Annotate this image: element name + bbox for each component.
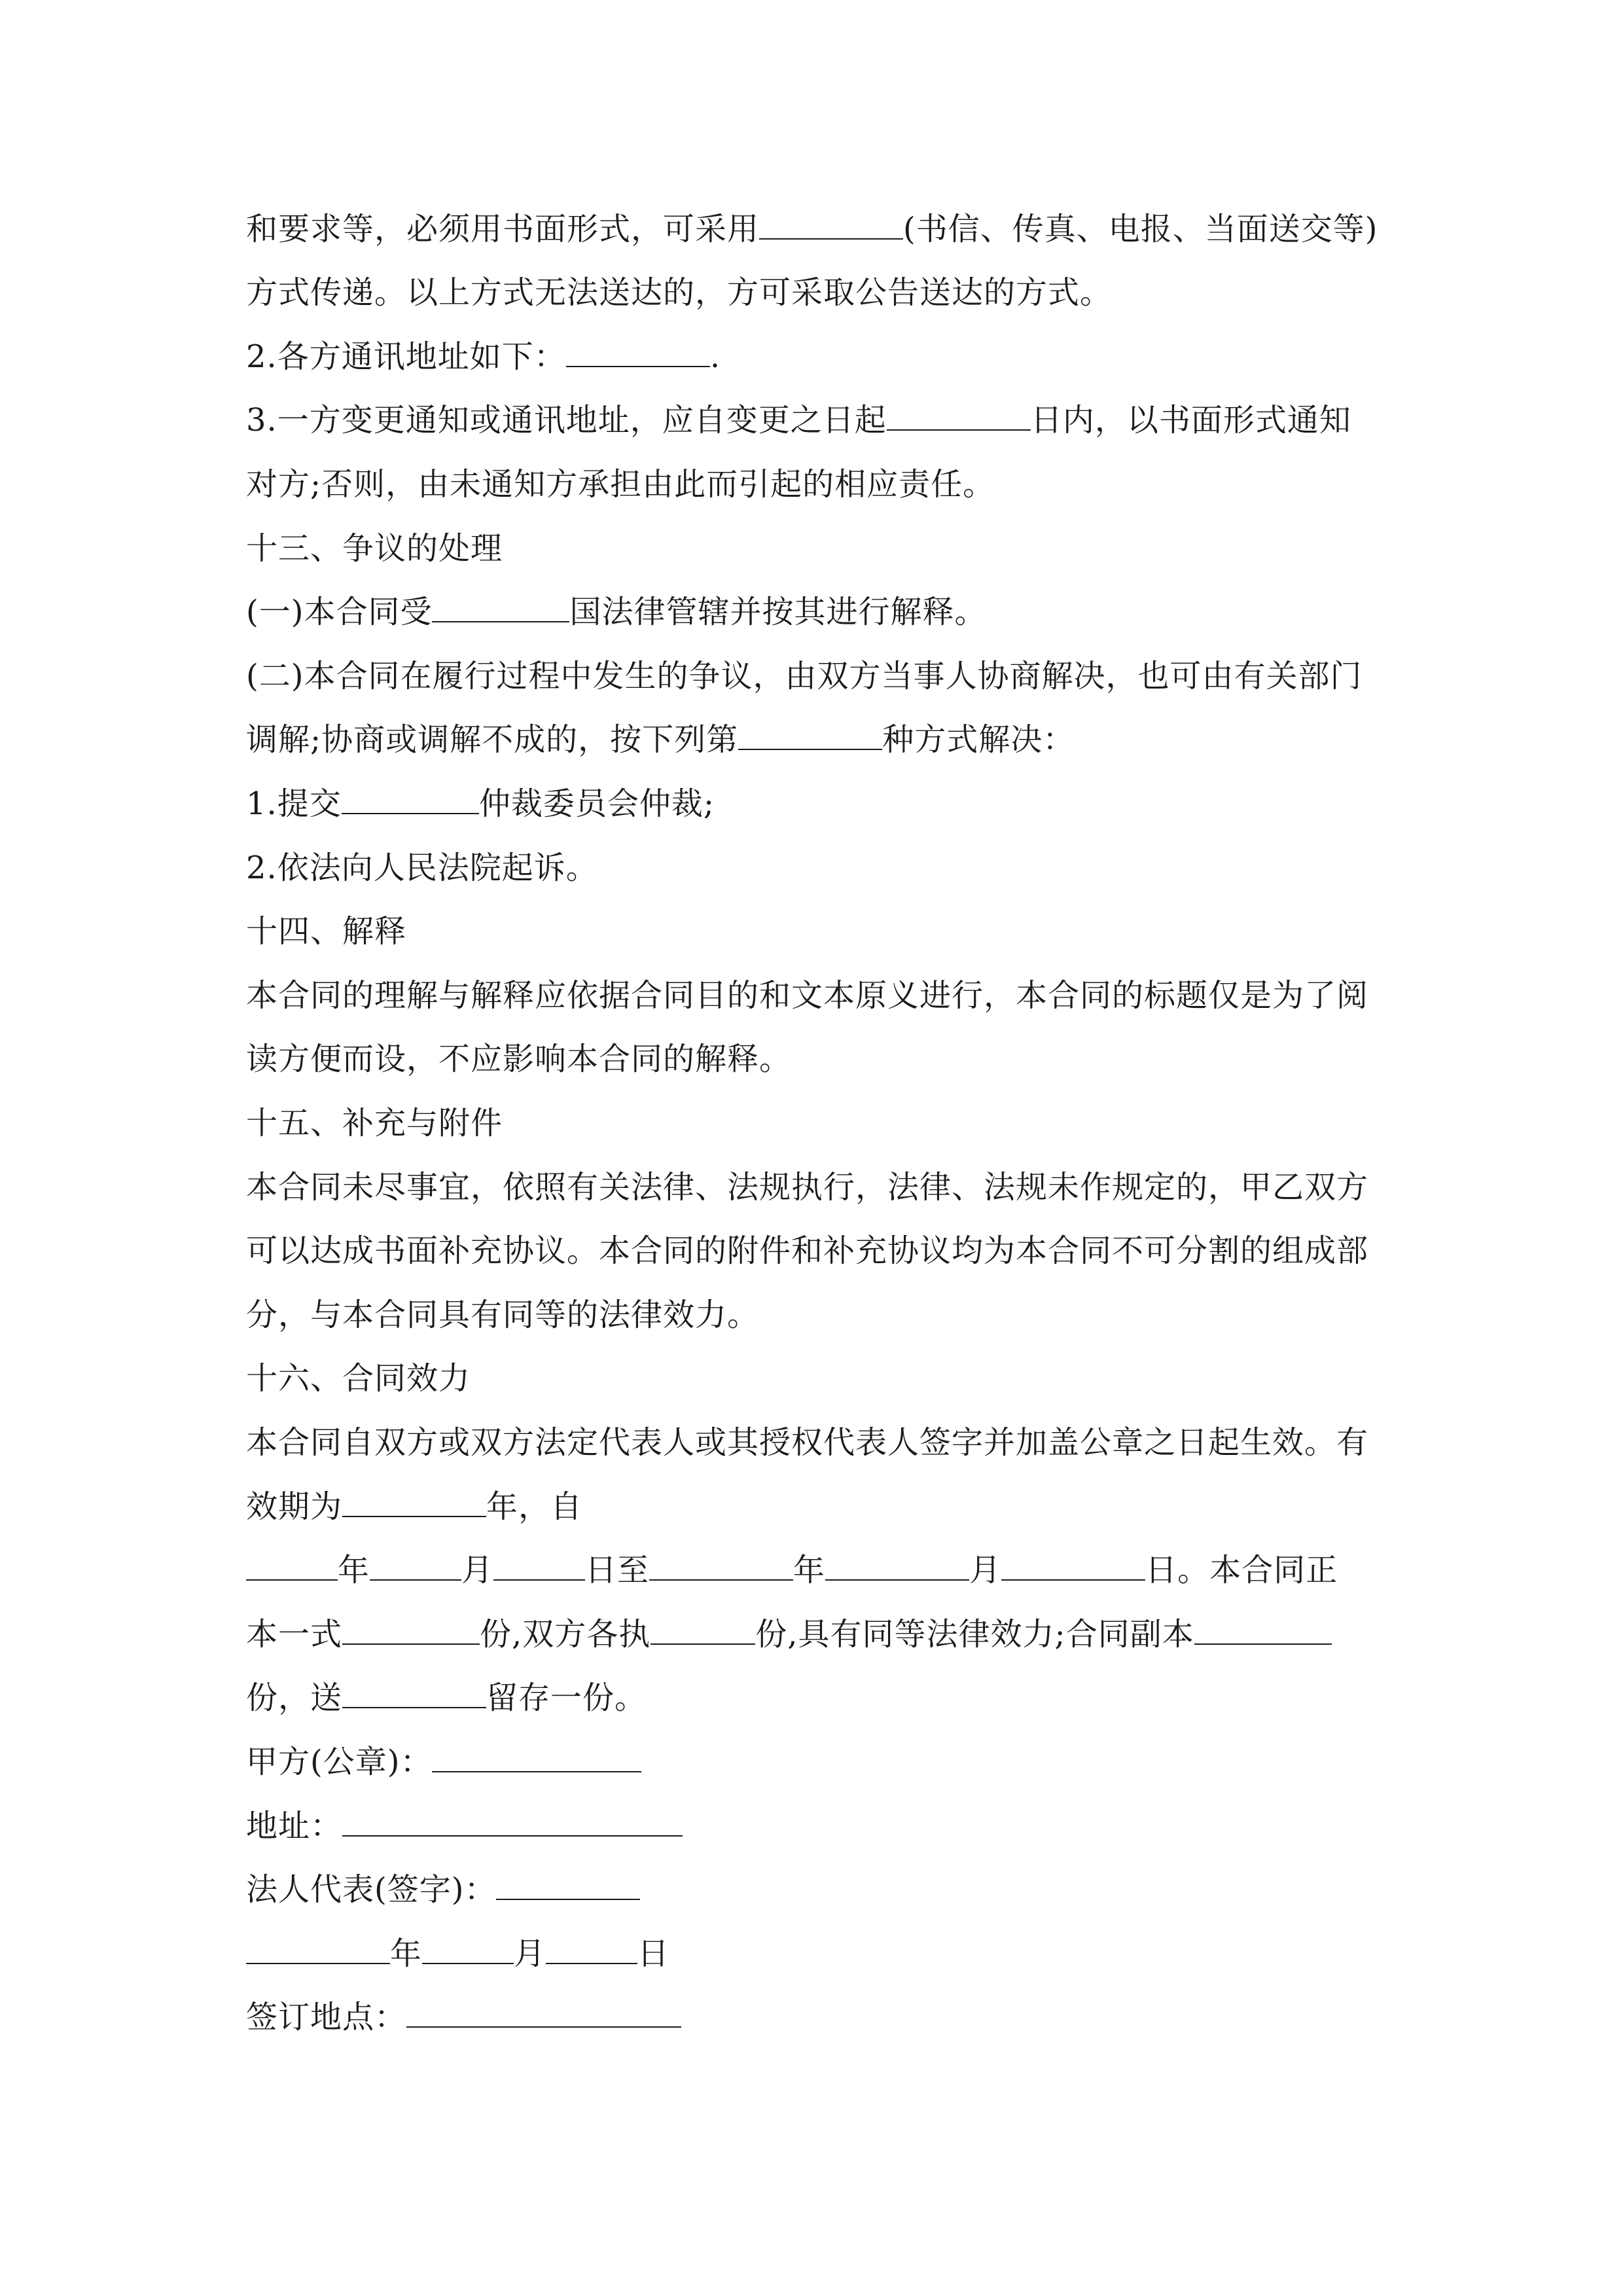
blank-field[interactable] bbox=[546, 1934, 637, 1964]
text-segment: 年 bbox=[390, 1935, 423, 1972]
text-segment: 2.各方通讯地址如下： bbox=[246, 338, 566, 375]
text-line: 对方;否则，由未通知方承担由此而引起的相应责任。 bbox=[246, 466, 995, 503]
text-segment: 月 bbox=[969, 1552, 1002, 1588]
text-segment: (书信、传真、电报、当面送交等) bbox=[903, 211, 1378, 247]
blank-field[interactable] bbox=[246, 1934, 390, 1964]
text-line bbox=[246, 784, 1378, 823]
blank-field[interactable] bbox=[1194, 1615, 1332, 1645]
text-line: 本合同自双方或双方法定代表人或其授权代表人签字并加盖公章之日起生效。有 bbox=[246, 1424, 1369, 1461]
section-heading: 十五、补充与附件 bbox=[246, 1105, 503, 1141]
signature-line bbox=[246, 1998, 1378, 2037]
text-segment: 甲方(公章)： bbox=[246, 1744, 433, 1780]
date-line bbox=[246, 1934, 1378, 1973]
text-segment: 年 bbox=[793, 1552, 826, 1588]
blank-field[interactable] bbox=[1001, 1551, 1145, 1581]
section-heading: 十三、争议的处理 bbox=[246, 530, 503, 567]
text-segment: . bbox=[709, 338, 721, 375]
text-segment: 仲裁委员会仲裁; bbox=[478, 785, 715, 822]
text-line: 方式传递。以上方式无法送达的，方可采取公告送达的方式。 bbox=[246, 274, 1113, 311]
text-segment: (一)本合同受 bbox=[246, 594, 433, 630]
text-segment: 3.一方变更通知或通讯地址，应自变更之日起 bbox=[246, 402, 887, 439]
text-line bbox=[246, 720, 1378, 759]
text-line bbox=[246, 337, 1378, 376]
text-segment: 国法律管辖并按其进行解释。 bbox=[569, 594, 987, 630]
blank-field[interactable] bbox=[432, 1742, 641, 1772]
text-segment: 日 bbox=[637, 1935, 670, 1972]
text-segment: 地址： bbox=[246, 1808, 343, 1844]
text-line bbox=[246, 401, 1378, 440]
signature-line bbox=[246, 1742, 1378, 1782]
text-segment: 留存一份。 bbox=[486, 1679, 647, 1716]
text-line bbox=[246, 1615, 1378, 1654]
signature-line bbox=[246, 1870, 1378, 1909]
text-segment: 份，送 bbox=[246, 1679, 343, 1716]
blank-field[interactable] bbox=[370, 1551, 461, 1581]
text-segment: 日内，以书面形式通知 bbox=[1030, 402, 1351, 439]
text-segment: 调解;协商或调解不成的，按下列第 bbox=[246, 721, 739, 758]
text-segment: 1.提交 bbox=[246, 785, 342, 822]
blank-field[interactable] bbox=[738, 720, 882, 750]
blank-field[interactable] bbox=[406, 1998, 681, 2028]
blank-field[interactable] bbox=[432, 592, 569, 622]
blank-field[interactable] bbox=[651, 1615, 755, 1645]
text-line bbox=[246, 1487, 1378, 1526]
text-segment: 本一式 bbox=[246, 1616, 343, 1653]
blank-field[interactable] bbox=[887, 401, 1031, 431]
blank-field[interactable] bbox=[759, 209, 903, 240]
blank-field[interactable] bbox=[342, 1678, 486, 1708]
blank-field[interactable] bbox=[422, 1934, 514, 1964]
text-line bbox=[246, 592, 1378, 632]
blank-field[interactable] bbox=[493, 1551, 585, 1581]
text-line: 本合同的理解与解释应依据合同目的和文本原义进行，本合同的标题仅是为了阅 bbox=[246, 977, 1369, 1014]
blank-field[interactable] bbox=[246, 1551, 338, 1581]
section-heading: 十六、合同效力 bbox=[246, 1360, 471, 1397]
text-segment: 月 bbox=[514, 1935, 546, 1972]
text-segment: 份,具有同等法律效力;合同副本 bbox=[755, 1616, 1194, 1653]
text-line: 本合同未尽事宜，依照有关法律、法规执行，法律、法规未作规定的，甲乙双方 bbox=[246, 1169, 1369, 1206]
text-segment: 法人代表(签字)： bbox=[246, 1871, 497, 1908]
text-line: 分，与本合同具有同等的法律效力。 bbox=[246, 1297, 760, 1333]
text-line: 读方便而设，不应影响本合同的解释。 bbox=[246, 1041, 792, 1077]
text-line bbox=[246, 1551, 1378, 1590]
blank-field[interactable] bbox=[825, 1551, 969, 1581]
text-segment: 年 bbox=[338, 1552, 370, 1588]
blank-field[interactable] bbox=[566, 337, 710, 367]
blank-field[interactable] bbox=[342, 1487, 486, 1517]
blank-field[interactable] bbox=[342, 784, 479, 814]
blank-field[interactable] bbox=[496, 1870, 640, 1900]
text-line bbox=[246, 209, 1378, 249]
text-segment: 年，自 bbox=[486, 1488, 583, 1525]
text-line: 可以达成书面补充协议。本合同的附件和补充协议均为本合同不可分割的组成部 bbox=[246, 1232, 1369, 1269]
text-line: 2.依法向人民法院起诉。 bbox=[246, 850, 598, 886]
text-line bbox=[246, 1678, 1378, 1717]
text-segment: 日至 bbox=[585, 1552, 650, 1588]
text-segment: 效期为 bbox=[246, 1488, 343, 1525]
text-segment: 和要求等，必须用书面形式，可采用 bbox=[246, 211, 760, 247]
blank-field[interactable] bbox=[342, 1615, 480, 1645]
text-segment: 日。本合同正 bbox=[1145, 1552, 1338, 1588]
signature-line bbox=[246, 1806, 1378, 1846]
text-segment: 份,双方各执 bbox=[480, 1616, 651, 1653]
text-segment: 月 bbox=[461, 1552, 494, 1588]
text-line: (二)本合同在履行过程中发生的争议，由双方当事人协商解决，也可由有关部门 bbox=[246, 658, 1363, 694]
section-heading: 十四、解释 bbox=[246, 913, 407, 950]
text-segment: 种方式解决： bbox=[882, 721, 1075, 758]
text-segment: 签订地点： bbox=[246, 1999, 407, 2036]
blank-field[interactable] bbox=[342, 1806, 683, 1837]
blank-field[interactable] bbox=[649, 1551, 793, 1581]
